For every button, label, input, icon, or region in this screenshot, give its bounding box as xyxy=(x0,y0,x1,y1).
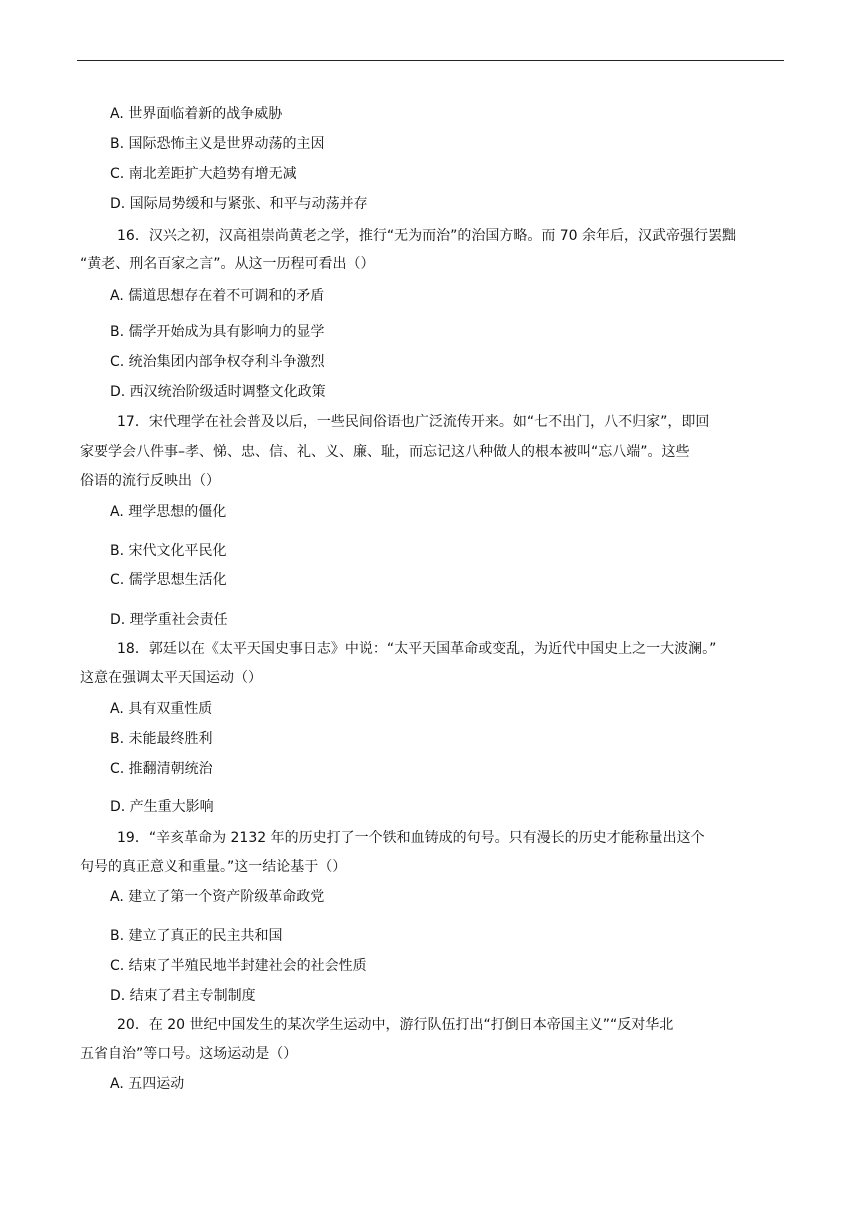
q19-option-c: C. 结束了半殖民地半封建社会的社会性质 xyxy=(110,958,367,974)
q17-stem-line-1: 17．宋代理学在社会普及以后，一些民间俗语也广泛流传开来。如“七不出门，八不归家”，即回 xyxy=(117,414,710,430)
q18-stem-line-1: 18．郭廷以在《太平天国史事日志》中说：“太平天国革命或变乱，为近代中国史上之一大波澜。” xyxy=(117,641,717,657)
q16-option-b: B. 儒学开始成为具有影响力的显学 xyxy=(110,324,325,340)
q18-option-c: C. 推翻清朝统治 xyxy=(110,761,213,777)
q15-option-d: D. 国际局势缓和与紧张、和平与动荡并存 xyxy=(110,196,368,212)
q16-stem-line-2: “黄老、刑名百家之言”。从这一历程可看出（） xyxy=(80,256,375,272)
q18-stem-line-2: 这意在强调太平天国运动（） xyxy=(80,670,262,686)
q20-stem-line-2: 五省自治”等口号。这场运动是（） xyxy=(80,1046,298,1062)
q19-stem-line-2: 句号的真正意义和重量。”这一结论基于（） xyxy=(80,859,347,875)
q17-stem-line-2: 家要学会八件事–孝、悌、忠、信、礼、义、廉、耻，而忘记这八种做人的根本被叫“忘八端”。这些 xyxy=(80,444,690,460)
q18-option-b: B. 未能最终胜利 xyxy=(110,731,213,747)
q20-option-a: A. 五四运动 xyxy=(110,1076,185,1092)
q17-option-d: D. 理学重社会责任 xyxy=(110,612,228,628)
q15-option-a: A. 世界面临着新的战争威胁 xyxy=(110,106,283,122)
q16-option-a: A. 儒道思想存在着不可调和的矛盾 xyxy=(110,288,325,304)
q19-option-b: B. 建立了真正的民主共和国 xyxy=(110,928,283,944)
q19-option-a: A. 建立了第一个资产阶级革命政党 xyxy=(110,889,325,905)
q18-option-a: A. 具有双重性质 xyxy=(110,701,213,717)
q18-option-d: D. 产生重大影响 xyxy=(110,799,214,815)
q17-option-c: C. 儒学思想生活化 xyxy=(110,572,227,588)
q17-stem-line-3: 俗语的流行反映出（） xyxy=(80,473,220,489)
q19-option-d: D. 结束了君主专制制度 xyxy=(110,988,256,1004)
q15-option-c: C. 南北差距扩大趋势有增无减 xyxy=(110,166,297,182)
q17-option-b: B. 宋代文化平民化 xyxy=(110,543,227,559)
q16-option-c: C. 统治集团内部争权夺利斗争激烈 xyxy=(110,354,325,370)
q20-stem-line-1: 20．在 20 世纪中国发生的某次学生运动中，游行队伍打出“打倒日本帝国主义”“反对华北 xyxy=(117,1017,674,1033)
q16-option-d: D. 西汉统治阶级适时调整文化政策 xyxy=(110,384,326,400)
q15-option-b: B. 国际恐怖主义是世界动荡的主因 xyxy=(110,136,325,152)
q16-stem-line-1: 16．汉兴之初，汉高祖崇尚黄老之学，推行“无为而治”的治国方略。而 70 余年后，汉武帝强行罢黜 xyxy=(117,228,737,244)
q17-option-a: A. 理学思想的僵化 xyxy=(110,504,227,520)
q19-stem-line-1: 19．“辛亥革命为 2132 年的历史打了一个铁和血铸成的句号。只有漫长的历史才能称量出这个 xyxy=(117,830,705,846)
